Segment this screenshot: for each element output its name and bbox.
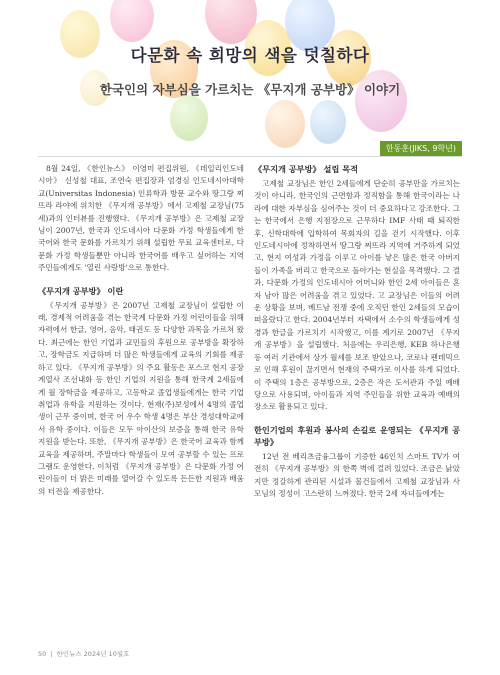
article-title: 다문화 속 희망의 색을 덧칠하다	[130, 46, 370, 65]
section-heading-purpose: 《무지개 공부방》 설립 목적	[254, 164, 359, 174]
page-number: 50	[38, 650, 47, 658]
section-body-purpose: 고제철 교장님은 한인 2세들에게 단순히 공부만을 가르치는 것이 아니라, 한국인의 근면함과 정직함을 통해 한국이라는 나라에 대한 자부심을 심어주는 것이 더 중요하다고 강조한다. 그는 한국에서 은행 지점장으로 근무하다 IMF 사태 때 퇴직한 후, 신학대학에 입학하여 목회자의 길을 걷기 시작했다. 이후 인도네시아에 정착하면서 땅그랑 찌뜨라 지역에 거주하게 되었고, 현지 여성과 가정을 이루고 아이를 낳은 많은 한국 아버지들이 가족을 버리고 한국으로 돌아가는 현실을 목격했다. 그 결과, 다문화 가정의 인도네시아 어머니와 한인 2세 아이들은 혼자 남아 많은 어려움을 겪고 있었다. 고 교장님은 이들의 어려운 상황을 보며, 베드남 전쟁 중에 오직던 한인 2세들의 모습이 떠올랐다고 한다. 2004년부터 자택에서 소수의 학생들에게 성경과 한글을 가르치기 시작했고, 이를 계기로 2007년 《무지개 공부방》을 설립했다. 처음에는 우리은행, KEB 하나은행 등 여러 기관에서 상가 월세를 보조 받았으나, 코로나 팬데믹으로 인해 후원이 끊기면서 현재의 주택가로 이사를 하게 되었다. 이 주택의 1층은 공부방으로, 2층은 작은 도서관과 주일 예배당으로 사용되며, 아이들과 지역 주민들을 위한 교육과 예배의 장소로 활용되고 있다.	[254, 179, 460, 412]
section-heading-about: 《무지개 공부방》 이란	[38, 285, 124, 296]
publication-name: 한인뉴스 2024년 10월호	[56, 650, 130, 658]
balloon-shape	[110, 0, 154, 42]
balloon-shape	[310, 100, 346, 144]
article-subtitle: 한국인의 자부심을 가르치는 《무지개 공부방》 이야기	[99, 82, 401, 97]
balloon-shape	[170, 95, 208, 141]
right-column	[254, 163, 460, 500]
section-body-sponsors: 12년 전 베리츠금융그룹이 기증한 46인치 스마트 TV가 여전히 《무지개 공부방》의 한쪽 벽에 걸려 있었다. 조금은 낡았지만 정갈하게 관리된 시설과 물건들에서 고제철 교장님과 사모님의 정성이 고스란히 느껴졌다. 한국 2세 자녀들에게는	[254, 451, 460, 498]
section-body-about: 《무지개 공부방》은 2007년 고제철 교장님이 설립한 이래, 경제적 어려움을 겪는 한국계 다문화 가정 어린이들을 위해 자력에서 한글, 영어, 음악, 태권도 등 다양한 과목을 가르쳐 왔다. 최근에는 한인 기업과 교민들의 후원으로 공부방을 확장하고, 장학금도 지급하며 더 많은 학생들에게 교육의 기회를 제공하고 있다. 《무지개 공부방》의 주요 활동은 포스코 현지 공장 계열사 조선내화 등 한인 기업의 지원을 통해 한국계 2세들에게 월 장학금을 제공하고, 고등학교 졸업생들에게는 한국 기업 취업과 유학을 지원하는 것이다. 현재(주)보성에서 4명의 졸업생이 근무 중이며, 한국 어 우수 학생 4명은 부산 경성대학교에서 유학 중이다. 이들은 모두 아이산의 보증을 통해 한국 유학 지원을 받는다. 또한, 《무지개 공부방》은 한국어 교육과 함께 교육을 제공하며, 주말마다 학생들이 모여 공부할 수 있는 프로그램도 운영한다. 이처럼 《무지개 공부방》은 다문화 가정 어린이들이 더 밝은 미래를 열어갈 수 있도록 든든한 지원과 배움의 터전을 제공한다.	[38, 300, 244, 496]
page-footer	[38, 649, 129, 658]
header-divider	[38, 156, 462, 157]
author-byline: 한동훈(JIKS, 9학년)	[380, 141, 462, 156]
left-column	[38, 163, 244, 498]
section-heading-sponsors: 한인기업의 후원과 봉사의 손길로 운영되는 《무지개 공부방》	[254, 424, 460, 447]
intro-paragraph: 8월 24일, 《한인뉴스》 이영미 편집위원, 《데일리인도네시아》 신성철 대표, 조연숙 편집장과 엄경심 인도네시아대학교(Universitas Indonesia) 인류학과 방문 교수와 땅그랑 찌뜨라 라야에 위치한 《무지개 공부방》에서 고제철 교장님(75세)과의 인터뷰를 진행했다. 《무지개 공부방》은 고제철 교장님이 2007년, 한국과 인도네시아 다문화 가정 학생들에게 한국어와 한국 문화를 가르치기 위해 설립한 무료 교육센터로, 다문화 가정 학생들뿐만 아니라 한국어를 배우고 싶어하는 지역 주민들에게도 '열린 사랑방'으로 통한다.	[38, 164, 244, 273]
balloon-shape	[265, 100, 305, 148]
footer-separator: |	[50, 650, 53, 658]
